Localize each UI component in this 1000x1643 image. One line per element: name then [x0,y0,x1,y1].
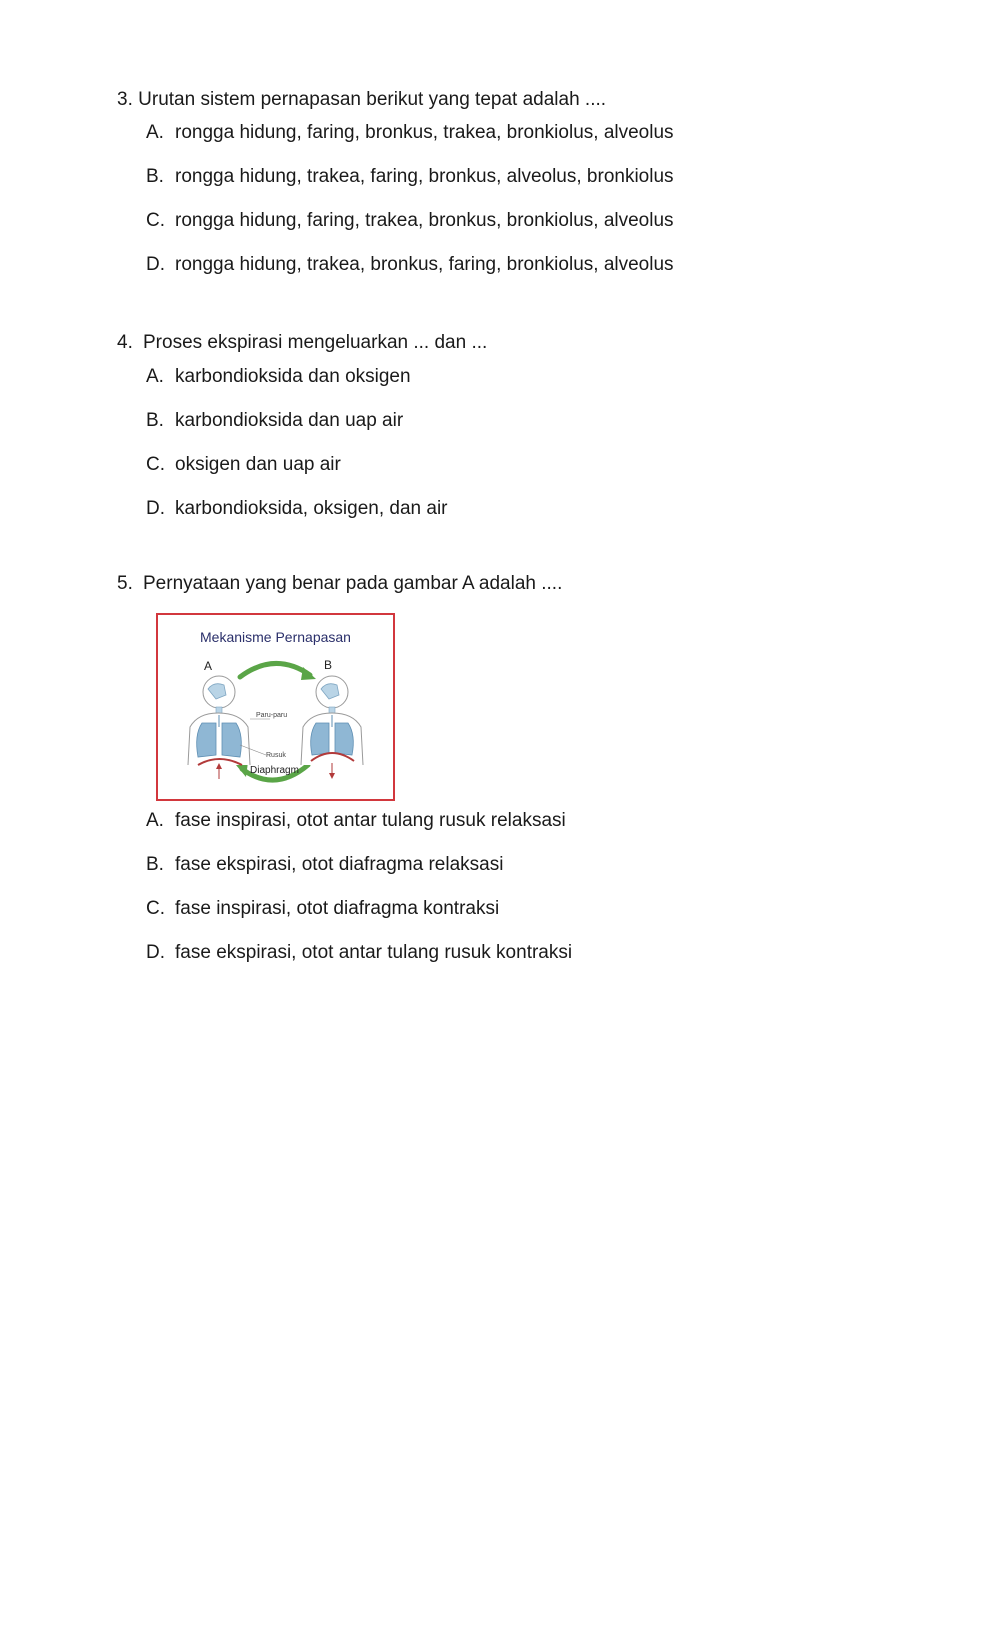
option-text: fase ekspirasi, otot diafragma relaksasi [175,854,504,875]
torso-b-icon [301,676,363,779]
question-text: Proses ekspirasi mengeluarkan ... dan ... [143,332,488,353]
question-number: 3. [117,89,133,110]
option-letter: D. [146,254,165,275]
question-4 [117,332,487,354]
question-5-option-c[interactable] [146,898,499,920]
question-number: 5. [117,573,133,594]
option-letter: C. [146,454,165,475]
option-letter: C. [146,210,165,231]
option-text: rongga hidung, trakea, faring, bronkus, alveolus, bronkiolus [175,166,674,187]
figure-label-diaphragm: Diaphragm [250,765,299,776]
question-5-option-b[interactable] [146,854,503,876]
question-3-option-d[interactable] [146,254,674,276]
option-text: karbondioksida dan uap air [175,410,404,431]
figure-label-a: A [204,659,213,673]
question-4-option-b[interactable] [146,410,403,432]
option-letter: B. [146,166,164,187]
question-3-option-c[interactable] [146,210,674,232]
question-text: Pernyataan yang benar pada gambar A adalah .... [143,573,563,594]
top-arrowhead-icon [301,667,316,680]
question-number: 4. [117,332,133,353]
option-text: rongga hidung, faring, trakea, bronkus, bronkiolus, alveolus [175,210,674,231]
top-arrow-icon [240,663,310,677]
torso-a-icon [188,676,250,779]
option-letter: D. [146,498,165,519]
figure-title: Mekanisme Pernapasan [200,629,351,645]
question-3 [117,89,606,111]
option-text: karbondioksida, oksigen, dan air [175,498,448,519]
question-5 [117,573,562,595]
figure-label-rusuk: Rusuk [266,752,286,759]
option-letter: C. [146,898,165,919]
option-letter: B. [146,854,164,875]
option-text: fase inspirasi, otot antar tulang rusuk relaksasi [175,810,566,831]
question-4-option-c[interactable] [146,454,341,476]
question-5-option-a[interactable] [146,810,566,832]
breathing-mechanism-figure [156,613,395,801]
option-letter: A. [146,122,164,143]
option-text: rongga hidung, trakea, bronkus, faring, bronkiolus, alveolus [175,254,674,275]
option-text: oksigen dan uap air [175,454,341,475]
option-letter: A. [146,810,164,831]
option-letter: B. [146,410,164,431]
question-4-option-a[interactable] [146,366,411,388]
question-4-option-d[interactable] [146,498,448,520]
figure-label-paru: Paru-paru [256,712,288,719]
option-letter: D. [146,942,165,963]
figure-label-b: B [324,658,333,672]
option-text: rongga hidung, faring, bronkus, trakea, bronkiolus, alveolus [175,122,674,143]
question-3-option-b[interactable] [146,166,674,188]
question-5-option-d[interactable] [146,942,572,964]
option-text: karbondioksida dan oksigen [175,366,411,387]
option-text: fase ekspirasi, otot antar tulang rusuk kontraksi [175,942,573,963]
option-letter: A. [146,366,164,387]
question-text: Urutan sistem pernapasan berikut yang tepat adalah .... [138,89,607,110]
option-text: fase inspirasi, otot diafragma kontraksi [175,898,500,919]
question-3-option-a[interactable] [146,122,674,144]
